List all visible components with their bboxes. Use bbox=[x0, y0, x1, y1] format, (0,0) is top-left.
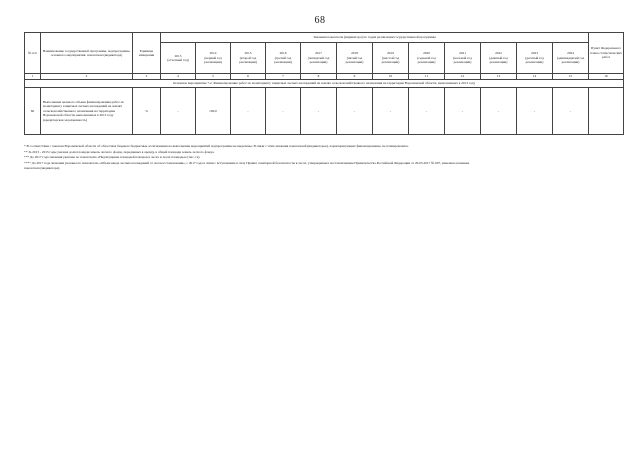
header-year-2015 bbox=[231, 43, 266, 74]
header-year-2017 bbox=[301, 43, 337, 74]
header-year-value: 2021 bbox=[459, 51, 466, 56]
indicator-table-wrapper bbox=[24, 32, 623, 135]
value-2015: - bbox=[231, 88, 266, 135]
value-federal-plan bbox=[589, 88, 624, 135]
header-year-value: 2015 bbox=[244, 51, 252, 56]
page-number: 68 bbox=[314, 15, 326, 26]
footnote: показателя (индикатора). bbox=[24, 166, 61, 171]
header-year-note: (отчетный год) bbox=[167, 58, 189, 62]
column-number-cell: 16 bbox=[589, 74, 624, 80]
row-number: 60 bbox=[25, 88, 41, 135]
header-year-note: (четвертый год реализации) bbox=[307, 55, 330, 65]
value-2022: - bbox=[481, 88, 517, 135]
row-unit: % bbox=[133, 88, 161, 135]
header-year-value: 2023 bbox=[531, 51, 538, 56]
value-2020: - bbox=[409, 88, 445, 135]
header-number: № п/п bbox=[25, 33, 41, 74]
header-year-value: 2016 bbox=[279, 51, 287, 56]
value-2023: - bbox=[517, 88, 553, 135]
header-year-note: (девятый год реализации) bbox=[489, 55, 508, 65]
row-description: Выполнение целевого объема финансирования работ по мониторингу защитных лесных насаждений на землях сельскохозяйственного назначения на территории Воронежской области, выполненных в 2013 году (кредиторская задолженность) bbox=[41, 88, 133, 135]
column-number-cell: 5 bbox=[196, 74, 231, 80]
value-2017: - bbox=[301, 88, 337, 135]
header-federal-plan: Пункт Федерального плана статистических работ bbox=[589, 33, 624, 74]
header-year-2020 bbox=[409, 43, 445, 74]
column-number-cell: 3 bbox=[133, 74, 161, 80]
value-2024: - bbox=[553, 88, 589, 135]
header-year-2014 bbox=[196, 43, 231, 74]
header-name: Наименование государственной программы, подпрограммы, основного мероприятия, показателя (индикатора) bbox=[41, 33, 133, 74]
header-year-2016 bbox=[266, 43, 301, 74]
header-year-2013 bbox=[161, 43, 196, 74]
header-year-2024 bbox=[553, 43, 589, 74]
column-number-cell: 6 bbox=[231, 74, 266, 80]
header-year-2019 bbox=[373, 43, 409, 74]
column-number-cell: 2 bbox=[41, 74, 133, 80]
footnote: * В соответствии с законом Воронежской области об областном бюджете бюджетные ассигнования на выполнение мероприятий подпрограммы не выделены. В связи с этим значения показателей (индикаторов), характеризующих финансирование, не планировались. bbox=[24, 144, 409, 148]
header-year-2022 bbox=[481, 43, 517, 74]
header-year-note: (шестой год реализации) bbox=[381, 55, 400, 65]
value-2016: - bbox=[266, 88, 301, 135]
header-year-value: 2018 bbox=[351, 51, 358, 56]
header-years-group: Значения показателя (индикатора) по годам реализации государственной программы bbox=[161, 33, 589, 43]
column-number-cell: 7 bbox=[266, 74, 301, 80]
header-year-2023 bbox=[517, 43, 553, 74]
header-year-note: (десятый год реализации) bbox=[525, 55, 544, 65]
column-number-cell: 10 bbox=[373, 74, 409, 80]
footnote: ** За 2013 - 2015 годы указана доля площади земель лесного фонда, переданных в аренду, в общей площади земель лесного фонда. bbox=[24, 149, 215, 154]
header-year-value: 2024 bbox=[567, 51, 574, 56]
header-year-note: (второй год реализации) bbox=[239, 55, 257, 65]
value-2014: 100,0 bbox=[196, 88, 231, 135]
column-number-cell: 9 bbox=[337, 74, 373, 80]
header-year-value: 2013 bbox=[174, 53, 182, 58]
footnote: **** До 2017 года значения указаны по показателю «Объем ввода лесных насаждений от лесовосстановления», с 2017 года в связи с вступлением в силу Правил санитарной безопасности в лесах, утвержденных постановлением Правительства Российской Федерации от 20.05.2017 № 607, изменено название bbox=[24, 160, 470, 165]
column-number-cell: 4 bbox=[161, 74, 196, 80]
footnotes bbox=[24, 144, 623, 172]
header-year-note: (пятый год реализации) bbox=[345, 55, 364, 65]
header-year-value: 2022 bbox=[495, 51, 502, 56]
column-number-cell: 13 bbox=[481, 74, 517, 80]
column-number-cell: 8 bbox=[301, 74, 337, 80]
header-year-value: 2019 bbox=[387, 51, 394, 56]
column-number-cell: 1 bbox=[25, 74, 41, 80]
value-2018: - bbox=[337, 88, 373, 135]
header-unit: Единицы измерения bbox=[133, 33, 161, 74]
indicator-table bbox=[24, 32, 624, 135]
value-2021: - bbox=[445, 88, 481, 135]
header-year-2021 bbox=[445, 43, 481, 74]
header-year-2018 bbox=[337, 43, 373, 74]
footnote: *** До 2017 года значения указаны по показателю «Недопущение площадей пожаров в лесах и лесах площадью (тыс. га). bbox=[24, 155, 201, 160]
header-year-value: 2014 bbox=[209, 51, 217, 56]
header-year-value: 2017 bbox=[315, 51, 322, 56]
header-year-note: (первый год реализации) bbox=[204, 55, 222, 65]
header-year-note: (третий год реализации) bbox=[274, 55, 292, 65]
header-year-note: (одиннадцатый год реализации) bbox=[556, 55, 585, 65]
main-event-row: Основное мероприятие 7.2. Финансирование работ по мониторингу защитных лесных насаждений на землях сельскохозяйственного назначения на территории Воронежской области, выполненных в 2013 году bbox=[25, 80, 624, 88]
header-year-value: 2020 bbox=[423, 51, 430, 56]
header-year-note: (седьмой год реализации) bbox=[417, 55, 436, 65]
header-year-note: (восьмой год реализации) bbox=[453, 55, 472, 65]
column-number-cell: 11 bbox=[409, 74, 445, 80]
column-number-cell: 12 bbox=[445, 74, 481, 80]
value-2019: - bbox=[373, 88, 409, 135]
column-number-cell: 14 bbox=[517, 74, 553, 80]
value-2013: - bbox=[161, 88, 196, 135]
column-number-cell: 15 bbox=[553, 74, 589, 80]
